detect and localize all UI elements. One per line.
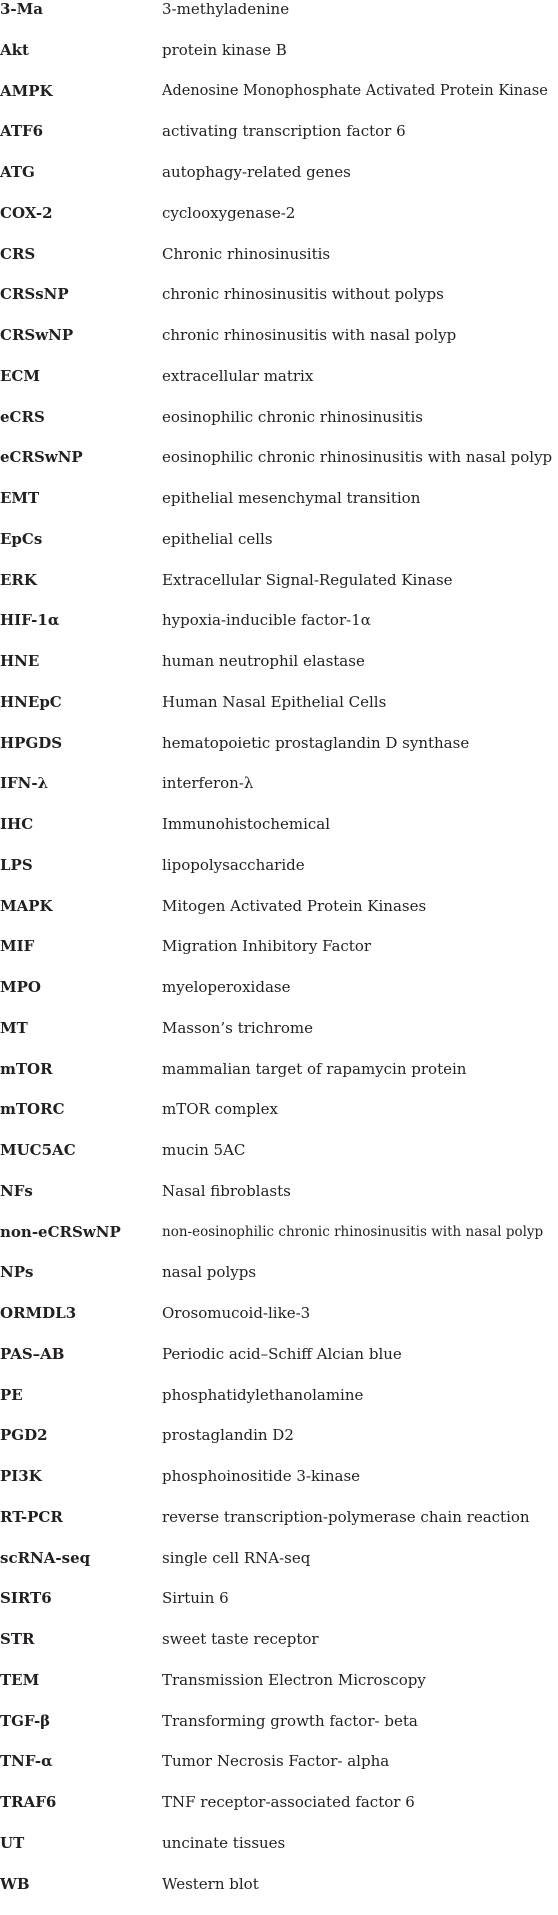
abbreviation-term: ORMDL3: [0, 1304, 76, 1322]
abbreviation-term: PGD2: [0, 1426, 48, 1444]
abbreviation-term: MUC5AC: [0, 1141, 76, 1159]
table-row: [0, 774, 558, 815]
abbreviation-definition: Mitogen Activated Protein Kinases: [162, 897, 426, 915]
abbreviation-definition: Periodic acid–Schiff Alcian blue: [162, 1345, 402, 1363]
abbreviation-definition: prostaglandin D2: [162, 1426, 294, 1444]
abbreviation-definition: myeloperoxidase: [162, 978, 290, 996]
abbreviation-term: LPS: [0, 856, 33, 874]
abbreviation-definition: Tumor Necrosis Factor- alpha: [162, 1752, 389, 1770]
abbreviation-term: RT-PCR: [0, 1508, 63, 1526]
table-row: [0, 1019, 558, 1060]
abbreviation-definition: Nasal fibroblasts: [162, 1182, 291, 1200]
table-row: [0, 1752, 558, 1793]
abbreviation-term: PE: [0, 1386, 23, 1404]
abbreviation-definition: Masson’s trichrome: [162, 1019, 313, 1037]
table-row: [0, 1630, 558, 1671]
table-row: [0, 1549, 558, 1590]
table-row: [0, 1263, 558, 1304]
table-row: [0, 367, 558, 408]
abbreviation-definition: phosphatidylethanolamine: [162, 1386, 363, 1404]
table-row: [0, 163, 558, 204]
abbreviation-term: TRAF6: [0, 1793, 56, 1811]
abbreviation-term: TEM: [0, 1671, 39, 1689]
abbreviation-term: IHC: [0, 815, 33, 833]
abbreviation-term: mTOR: [0, 1060, 53, 1078]
abbreviation-definition: sweet taste receptor: [162, 1630, 319, 1648]
table-row: [0, 652, 558, 693]
abbreviation-definition: epithelial mesenchymal transition: [162, 489, 420, 507]
abbreviation-term: EMT: [0, 489, 39, 507]
table-row: [0, 856, 558, 897]
abbreviation-definition: activating transcription factor 6: [162, 122, 406, 140]
abbreviation-definition: hematopoietic prostaglandin D synthase: [162, 734, 469, 752]
abbreviation-definition: uncinate tissues: [162, 1834, 285, 1852]
table-row: [0, 1386, 558, 1427]
abbreviation-term: HNE: [0, 652, 39, 670]
abbreviation-term: ATG: [0, 163, 35, 181]
abbreviation-term: eCRS: [0, 408, 45, 426]
abbreviation-definition: eosinophilic chronic rhinosinusitis with nasal polyp: [162, 448, 552, 466]
table-row: [0, 1589, 558, 1630]
table-row: [0, 1100, 558, 1141]
abbreviation-definition: Chronic rhinosinusitis: [162, 245, 330, 263]
abbreviation-term: HIF-1α: [0, 611, 59, 629]
abbreviation-term: 3-Ma: [0, 0, 43, 18]
abbreviation-term: SIRT6: [0, 1589, 52, 1607]
table-row: [0, 1182, 558, 1223]
abbreviation-term: Akt: [0, 41, 29, 59]
abbreviation-term: HPGDS: [0, 734, 62, 752]
abbreviation-term: IFN-λ: [0, 774, 48, 792]
table-row: [0, 41, 558, 82]
abbreviation-term: NFs: [0, 1182, 33, 1200]
abbreviation-definition: non-eosinophilic chronic rhinosinusitis with nasal polyp: [162, 1223, 543, 1241]
abbreviation-definition: Extracellular Signal-Regulated Kinase: [162, 571, 453, 589]
table-row: [0, 1508, 558, 1549]
table-row: [0, 1671, 558, 1712]
abbreviation-term: CRSsNP: [0, 285, 69, 303]
abbreviation-definition: 3-methyladenine: [162, 0, 289, 18]
abbreviation-definition: protein kinase B: [162, 41, 287, 59]
table-row: [0, 611, 558, 652]
table-row: [0, 937, 558, 978]
abbreviation-definition: single cell RNA-seq: [162, 1549, 310, 1567]
abbreviation-definition: Western blot: [162, 1875, 259, 1893]
abbreviation-term: UT: [0, 1834, 24, 1852]
abbreviation-definition: cyclooxygenase-2: [162, 204, 295, 222]
abbreviation-term: CRS: [0, 245, 35, 263]
abbreviation-definition: chronic rhinosinusitis without polyps: [162, 285, 444, 303]
abbreviation-term: STR: [0, 1630, 34, 1648]
abbreviation-definition: Immunohistochemical: [162, 815, 330, 833]
table-row: [0, 448, 558, 489]
table-row: [0, 1712, 558, 1753]
table-row: [0, 734, 558, 775]
abbreviation-definition: Adenosine Monophosphate Activated Protein Kinase: [162, 82, 548, 100]
abbreviation-term: ECM: [0, 367, 40, 385]
abbreviation-definition: eosinophilic chronic rhinosinusitis: [162, 408, 423, 426]
table-row: [0, 82, 558, 123]
abbreviation-term: ERK: [0, 571, 37, 589]
abbreviation-term: MIF: [0, 937, 34, 955]
abbreviation-term: eCRSwNP: [0, 448, 83, 466]
abbreviation-definition: epithelial cells: [162, 530, 273, 548]
abbreviation-term: CRSwNP: [0, 326, 73, 344]
abbreviation-term: WB: [0, 1875, 30, 1893]
table-row: [0, 1345, 558, 1386]
table-row: [0, 1875, 558, 1915]
table-row: [0, 0, 558, 41]
table-row: [0, 489, 558, 530]
abbreviation-definition: reverse transcription-polymerase chain reaction: [162, 1508, 530, 1526]
table-row: [0, 326, 558, 367]
table-row: [0, 693, 558, 734]
abbreviation-term: TGF-β: [0, 1712, 50, 1730]
abbreviation-term: PAS–AB: [0, 1345, 64, 1363]
abbreviation-definition: Orosomucoid-like-3: [162, 1304, 310, 1322]
abbreviation-term: mTORC: [0, 1100, 65, 1118]
table-row: [0, 1141, 558, 1182]
table-row: [0, 978, 558, 1019]
abbreviation-definition: extracellular matrix: [162, 367, 313, 385]
table-row: [0, 1834, 558, 1875]
table-row: [0, 530, 558, 571]
abbreviation-term: MT: [0, 1019, 28, 1037]
abbreviation-term: non-eCRSwNP: [0, 1223, 121, 1241]
table-row: [0, 571, 558, 612]
table-row: [0, 815, 558, 856]
table-row: [0, 285, 558, 326]
abbreviation-definition: phosphoinositide 3-kinase: [162, 1467, 360, 1485]
table-row: [0, 1793, 558, 1834]
table-row: [0, 204, 558, 245]
table-row: [0, 408, 558, 449]
abbreviation-term: EpCs: [0, 530, 42, 548]
table-row: [0, 1060, 558, 1101]
table-row: [0, 897, 558, 938]
abbreviation-term: HNEpC: [0, 693, 62, 711]
abbreviation-term: MAPK: [0, 897, 53, 915]
abbreviation-term: AMPK: [0, 82, 53, 100]
abbreviation-definition: Transforming growth factor- beta: [162, 1712, 418, 1730]
abbreviation-definition: mTOR complex: [162, 1100, 278, 1118]
abbreviation-definition: interferon-λ: [162, 774, 253, 792]
abbreviation-definition: autophagy-related genes: [162, 163, 351, 181]
abbreviation-definition: Migration Inhibitory Factor: [162, 937, 371, 955]
abbreviation-term: COX-2: [0, 204, 53, 222]
abbreviation-definition: lipopolysaccharide: [162, 856, 305, 874]
abbreviation-definition: human neutrophil elastase: [162, 652, 365, 670]
abbreviation-definition: Transmission Electron Microscopy: [162, 1671, 426, 1689]
abbreviation-definition: hypoxia-inducible factor-1α: [162, 611, 371, 629]
table-row: [0, 1467, 558, 1508]
table-row: [0, 122, 558, 163]
abbreviation-term: MPO: [0, 978, 41, 996]
abbreviation-term: NPs: [0, 1263, 33, 1281]
abbreviation-definition: Sirtuin 6: [162, 1589, 229, 1607]
abbreviation-definition: mammalian target of rapamycin protein: [162, 1060, 466, 1078]
abbreviation-definition: chronic rhinosinusitis with nasal polyp: [162, 326, 456, 344]
abbreviation-term: PI3K: [0, 1467, 42, 1485]
abbreviation-definition: Human Nasal Epithelial Cells: [162, 693, 386, 711]
abbreviation-definition: nasal polyps: [162, 1263, 256, 1281]
abbreviation-definition: TNF receptor-associated factor 6: [162, 1793, 415, 1811]
table-row: [0, 1304, 558, 1345]
table-row: [0, 245, 558, 286]
abbreviation-term: TNF-α: [0, 1752, 53, 1770]
abbreviation-term: scRNA-seq: [0, 1549, 90, 1567]
table-row: [0, 1223, 558, 1264]
table-row: [0, 1426, 558, 1467]
abbreviation-definition: mucin 5AC: [162, 1141, 245, 1159]
abbreviation-term: ATF6: [0, 122, 43, 140]
